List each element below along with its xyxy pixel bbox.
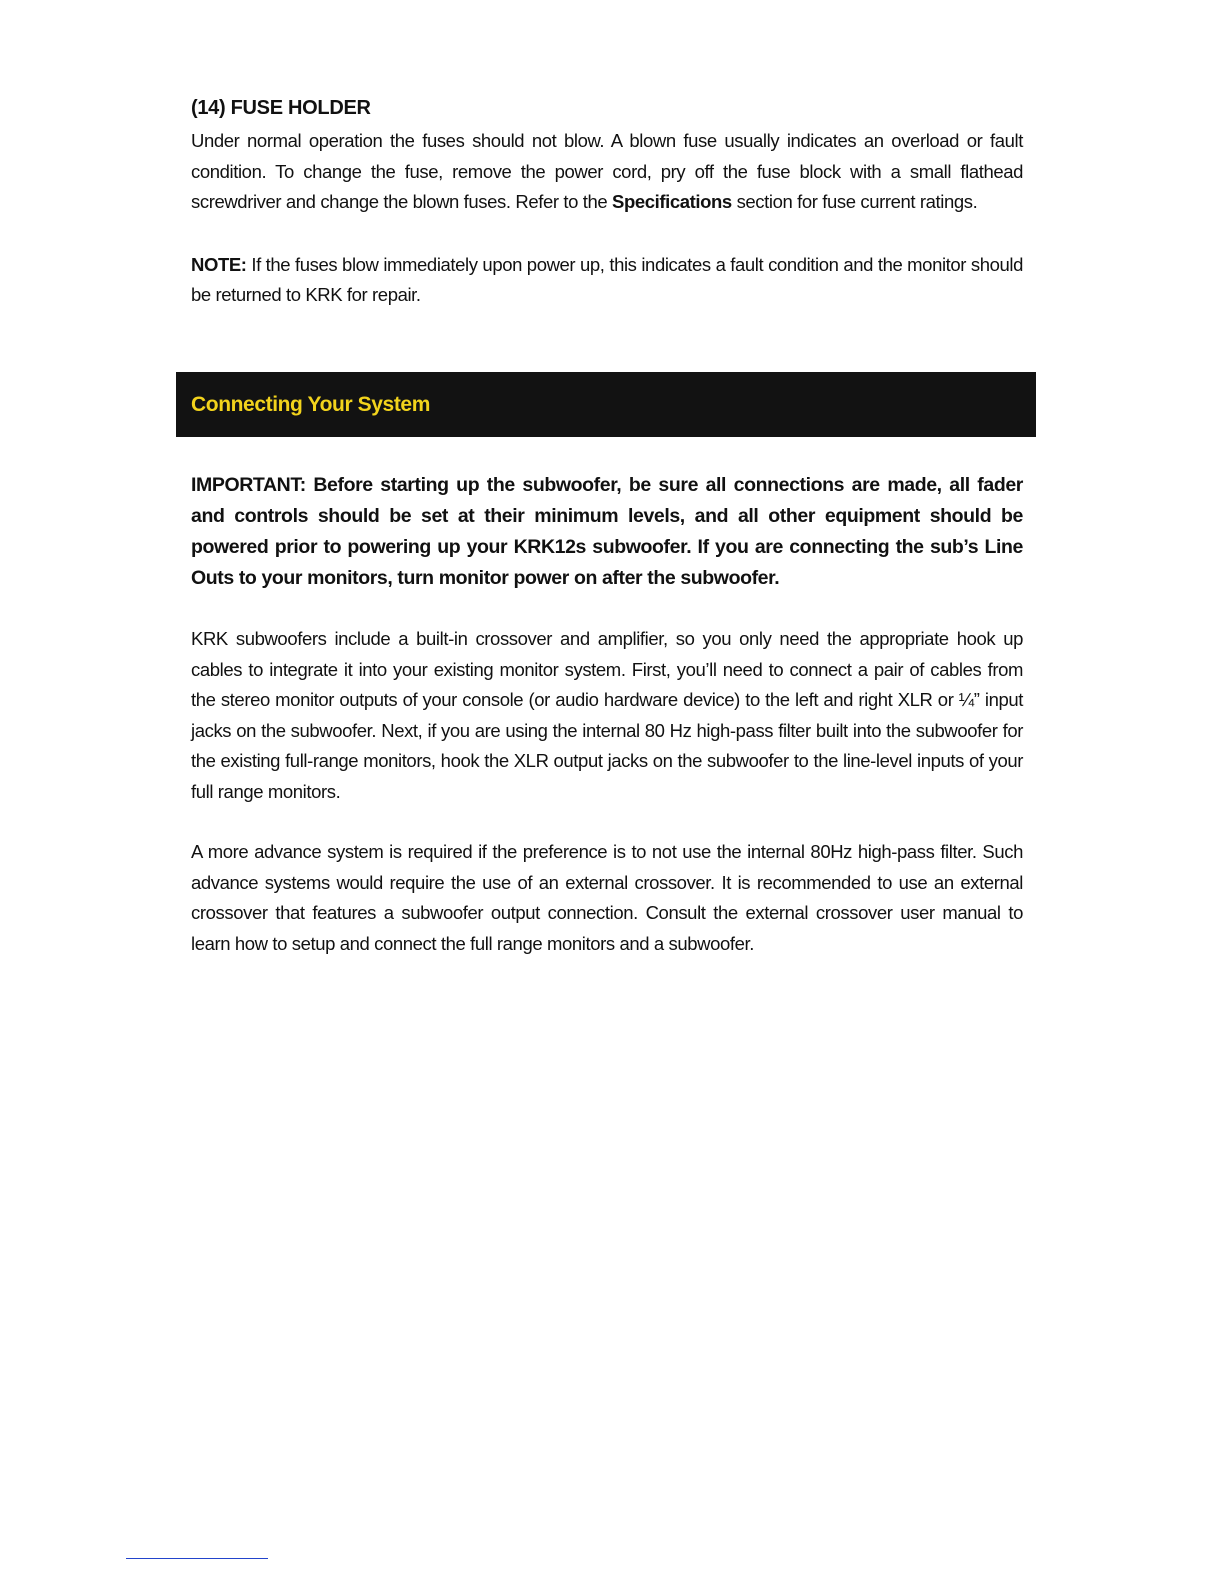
connecting-system-title: Connecting Your System xyxy=(191,393,430,416)
fuse-holder-heading: (14) FUSE HOLDER xyxy=(191,97,371,119)
note-text: If the fuses blow immediately upon power up, this indicates a fault condition and the monitor should be returned to KRK for repair. xyxy=(191,253,1023,305)
subwoofer-hookup-paragraph: KRK subwoofers include a built-in crossover and amplifier, so you only need the appropriate hook up cables to integrate it into your existing monitor system. First, you’ll need to connect a pair of cables from the stereo monitor outputs of your console (or audio hardware device) to the left and right XLR or ¼” input jacks on the subwoofer. Next, if you are using the internal 80 Hz high-pass filter built into the subwoofer for the existing full-range monitors, hook the XLR output jacks on the subwoofer to the line-level inputs of your full range monitors. xyxy=(191,628,1023,802)
note-label: NOTE: xyxy=(191,253,247,275)
connecting-system-section xyxy=(191,470,1023,959)
fuse-body-text-2: section for fuse current ratings. xyxy=(731,191,978,212)
important-notice: IMPORTANT: Before starting up the subwoofer, be sure all connections are made, all fader and controls should be set at their minimum levels, and all other equipment should be powered prior to powering up your KRK12s subwoofer. If you are connecting the sub’s Line Outs to your monitors, turn monitor power on after the subwoofer. xyxy=(191,474,1023,589)
specifications-reference: Specifications xyxy=(612,191,732,212)
fuse-holder-paragraph xyxy=(191,126,1023,218)
advanced-system-paragraph: A more advance system is required if the preference is to not use the internal 80Hz high-pass filter. Such advance systems would require the use of an external crossover. It is recommended to use an external crossover that features a subwoofer output connection. Consult the external crossover user manual to learn how to setup and connect the full range monitors and a subwoofer. xyxy=(191,841,1023,954)
connecting-system-banner xyxy=(176,372,1036,437)
fuse-holder-section xyxy=(191,94,1023,311)
fuse-body-text-1: Under normal operation the fuses should not blow. A blown fuse usually indicates an overload or fault condition. To change the fuse, remove the power cord, pry off the fuse block with a small flathead screwdriver and change the blown fuses. Refer to the xyxy=(191,130,1023,212)
fuse-note-paragraph xyxy=(191,250,1023,311)
footnote-divider xyxy=(126,1558,268,1559)
